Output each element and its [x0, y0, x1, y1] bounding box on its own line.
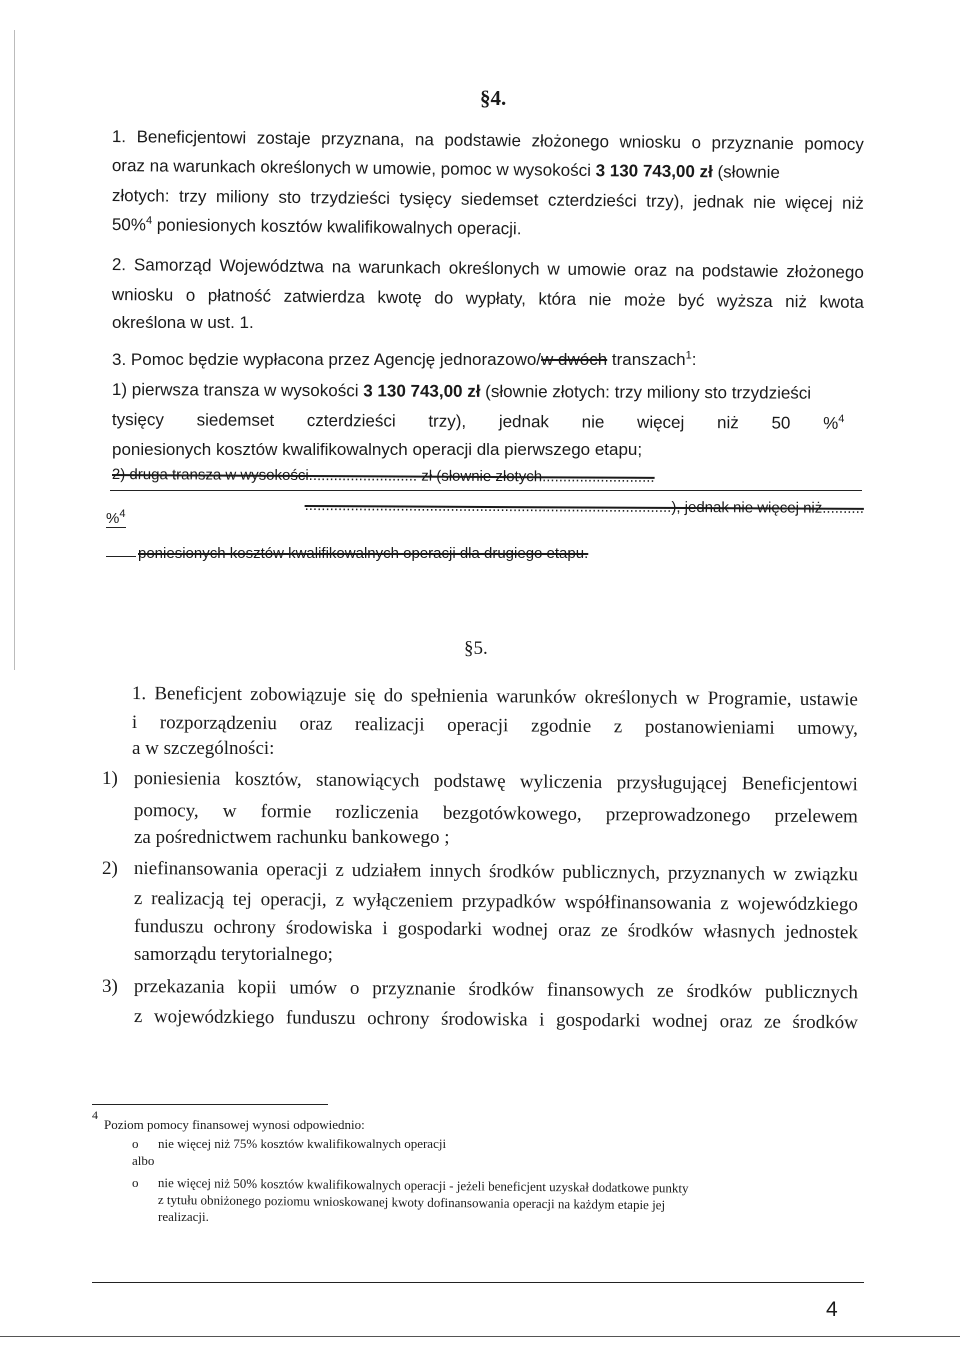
s5-item1-number: 1) — [102, 768, 118, 789]
section-5-heading: §5. — [464, 638, 488, 659]
footnote-separator — [92, 1104, 328, 1105]
s4-p1-line3: złotych: trzy miliony sto trzydzieści tysięcy siedemset czterdzieści trzy), jednak nie więcej niż — [111, 186, 864, 213]
s5-item3-number: 3) — [102, 976, 118, 997]
s5-item3-line2: z wojewódzkiego funduszu ochrony środowiska i gospodarki wodnej oraz ze środków — [133, 1006, 858, 1034]
footnote-bullet: o — [132, 1136, 139, 1151]
s5-intro-line3: a w szczególności: — [132, 738, 275, 759]
footnote-option-2-line1: nie więcej niż 50% kosztów kwalifikowalnych operacji - jeżeli beneficjent uzyskał dodatkowe punkty — [157, 1175, 689, 1196]
footnote-marker: 4 — [92, 1108, 98, 1122]
s5-intro-line2: i rozporządzeniu oraz realizacji operacji zgodnie z postanowieniami umowy, — [131, 712, 858, 740]
s5-item1-line3: za pośrednictwem rachunku bankowego ; — [134, 827, 450, 848]
struck-text: w dwóch — [541, 350, 608, 369]
footer-rule — [92, 1282, 864, 1283]
s5-item2-line3: funduszu ochrony środowiska i gospodarki wodnej oraz ze środków własnych jednostek — [133, 916, 858, 944]
footnote-bullet: o — [132, 1175, 139, 1190]
scan-margin-line — [14, 30, 15, 670]
s4-tranche2-line1: 2) druga transza w wysokości.......................... zł (słownie złotych........................... — [111, 466, 655, 486]
s4-p3-line1: 3. Pomoc będzie wypłacona przez Agencję jednorazowo/w dwóch transzach$^1$: — [112, 349, 697, 369]
divider — [106, 527, 126, 528]
s4-tranche2-percent: %$^4$ — [106, 508, 126, 527]
s5-item1-line1: poniesienia kosztów, stanowiących podstawę wyliczenia przysługującej Beneficjentowi — [133, 768, 858, 796]
s5-item3-line1: przekazania kopii umów o przyznanie środków finansowych ze środków publicznych — [133, 976, 858, 1004]
s5-intro-line1: 1. Beneficjent zobowiązuje się do spełnienia warunków określonych w Programie, ustawie — [131, 683, 858, 711]
s4-p2-line1: 2. Samorząd Województwa na warunkach określonych w umowie oraz na podstawie złożonego — [111, 255, 864, 282]
section-4-heading: §4. — [480, 86, 507, 110]
s4-tranche2-line3: poniesionych kosztów kwalifikowalnych operacji dla drugiego etapu. — [138, 545, 589, 562]
footnote-option-2-line3: realizacji. — [158, 1209, 209, 1224]
s4-tranche2-line2: ........................................................................................), jednak nie więcej niż.......... — [304, 497, 864, 517]
tranche1-amount: 3 130 743,00 zł — [363, 381, 481, 401]
s4-p1-line2: oraz na warunkach określonych w umowie, pomoc w wysokości 3 130 743,00 zł (słownie — [111, 156, 781, 182]
s4-p2-line2: wniosku o płatność zatwierdza kwotę do wypłaty, która nie może być wyższa niż kwota — [111, 285, 864, 312]
grant-amount: 3 130 743,00 zł — [595, 161, 713, 182]
footnote-option-2-line2: z tytułu obniżonego poziomu wnioskowanej kwoty dofinansowania operacji na każdym etapie jej — [157, 1192, 666, 1213]
s4-tranche1-line1: 1) pierwsza transza w wysokości 3 130 743,00 zł (słownie złotych: trzy miliony sto trzydzieści — [111, 380, 812, 403]
footnote-title: Poziom pomocy finansowej wynosi odpowiednio: — [104, 1117, 365, 1132]
s5-item2-line4: samorządu terytorialnego; — [134, 944, 333, 965]
s4-p1-line1: 1. Beneficjentowi zostaje przyznana, na podstawie złożonego wniosku o przyznanie pomocy — [111, 127, 864, 154]
scan-edge-line — [0, 1336, 960, 1337]
s4-tranche1-line2: tysięcy siedemset czterdzieści trzy), jednak nie więcej niż 50 %$^4$ — [111, 410, 845, 433]
s4-tranche1-line3: poniesionych kosztów kwalifikowalnych operacji dla pierwszego etapu; — [112, 440, 643, 459]
s5-item2-line1: niefinansowania operacji z udziałem innych środków publicznych, przyznanych w związku — [133, 858, 858, 886]
footnote-albo: albo — [132, 1153, 155, 1168]
s4-p1-line4: 50%$^4$ poniesionych kosztów kwalifikowalnych operacji. — [111, 214, 522, 239]
footnote-option-1: nie więcej niż 75% kosztów kwalifikowalnych operacji — [158, 1136, 447, 1151]
s4-p2-line3: określona w ust. 1. — [112, 313, 254, 332]
page-number: 4 — [826, 1298, 838, 1321]
divider — [106, 556, 136, 557]
s5-item2-line2: z realizacją tej operacji, z wyłączeniem przypadków współfinansowania z wojewódzkiego — [133, 888, 858, 916]
s5-item2-number: 2) — [102, 858, 118, 879]
s5-item1-line2: pomocy, w formie rozliczenia bezgotówkowego, przeprowadzonego przelewem — [133, 800, 858, 828]
divider — [110, 490, 862, 491]
